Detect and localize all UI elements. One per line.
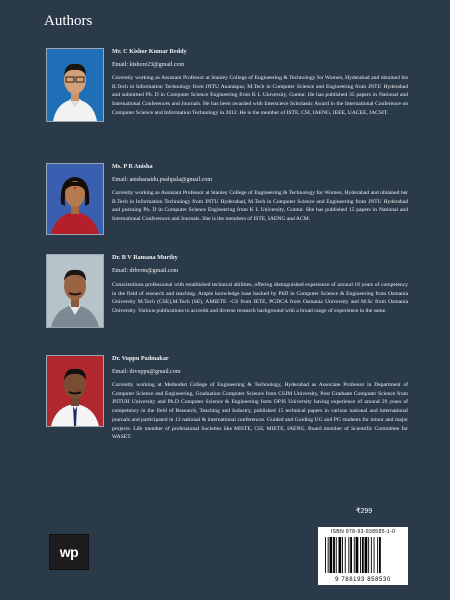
barcode xyxy=(318,527,408,585)
portrait-image xyxy=(47,356,103,426)
isbn-label: ISBN 978-93-938585-1-0 xyxy=(330,529,396,535)
barcode-number: 9 788193 858530 xyxy=(335,577,391,583)
author-bio: Currently working at Methodist College of Engineering & Technology, Hyderabad as Associate Professor in Department of Computer Science and Engineering, Graduation Computer Science from CSJM University, Post Graduate Computer Science from JNTUH University and Ph.D Computer Science & Engineering form OPJS University having experience of around 20 years of competency in the field of Research, Teaching and Industry, published 15 technical papers in various national and international journals and participated in 13 national & international conferences. Guided and Guiding UG and PG students for minor and major projects. Life member of professional Societies like MISTE, CSI, MIETE, IAENG, Board member of Scientific Committee for WASET. xyxy=(112,382,408,441)
portrait-image xyxy=(47,255,103,327)
author-name: Mr. C Kishor Kumar Reddy xyxy=(112,48,187,55)
author-photo xyxy=(46,48,104,122)
author-photo xyxy=(46,254,104,328)
portrait-image xyxy=(47,49,103,121)
author-email: Email: drbvrm@gmail.com xyxy=(112,268,179,274)
author-name: Dr. B V Ramana Murthy xyxy=(112,254,178,261)
barcode-bars xyxy=(325,537,401,573)
author-email: Email: anishanaidu.pushpala@gmail.com xyxy=(112,177,213,183)
author-name: Ms. P R Anisha xyxy=(112,163,153,170)
author-bio: Currently working as Assistant Professor at Stanley College of Engineering & Technology for Women, Hyderabad and obtained her B.Tech in Information Technology from JNTU Hyderabad, M.Tech in Computer Science and Engineering from JNTU Hyderabad and pursuing Ph. D in Computer Science Engineering from K L University, Guntur. She has published 15 papers in National and International Conferences and Journals. She is the members of ISTE, IAENG and ACM. xyxy=(112,190,408,223)
author-email: Email: kishore23@gmail.com xyxy=(112,62,185,68)
author-email: Email: drvuppu@gmail.com xyxy=(112,369,181,375)
author-photo xyxy=(46,355,104,427)
section-heading: Authors xyxy=(44,13,93,29)
portrait-image xyxy=(47,164,103,234)
publisher-logo: wp xyxy=(49,534,89,570)
price-label: ₹299 xyxy=(356,508,373,515)
author-bio: Conscientious professional with established technical abilities, offering distinguished experience of around 18 years of competency in the field of research and teaching. Ample knowledge base backed by PhD in Computer Science & Engineering from Osmania University M.Tech (CSE),M.Tech (SE), AMIETE –CS from IETE, PGDCA from Osmania University and M.Sc from Osmania University. Various publications to accredit and diverse research background with a broad range of experience in the same. xyxy=(112,282,408,315)
author-photo xyxy=(46,163,104,235)
author-bio: Currently working as Assistant Professor at Stanley College of Engineering & Technology for Women, Hyderabad and obtained his B.Tech in Information Technology from JNTU Anantapur, M.Tech in Computer Science and Engineering from JNTU Hyderabad and submitted Ph. D in Computer Science Engineering from K L University, Guntur. He has published 35 papers in National and International Conferences and Journals. He has been awarded with Intersciece Scholastic Award in the International Conference on Computer Science and Information Technology in 2012. He is the member of ISTE, CSI, IAENG, IEEE, UACEE, IACSIT. xyxy=(112,75,408,116)
author-name: Dr. Vuppu Padmakar xyxy=(112,355,169,362)
